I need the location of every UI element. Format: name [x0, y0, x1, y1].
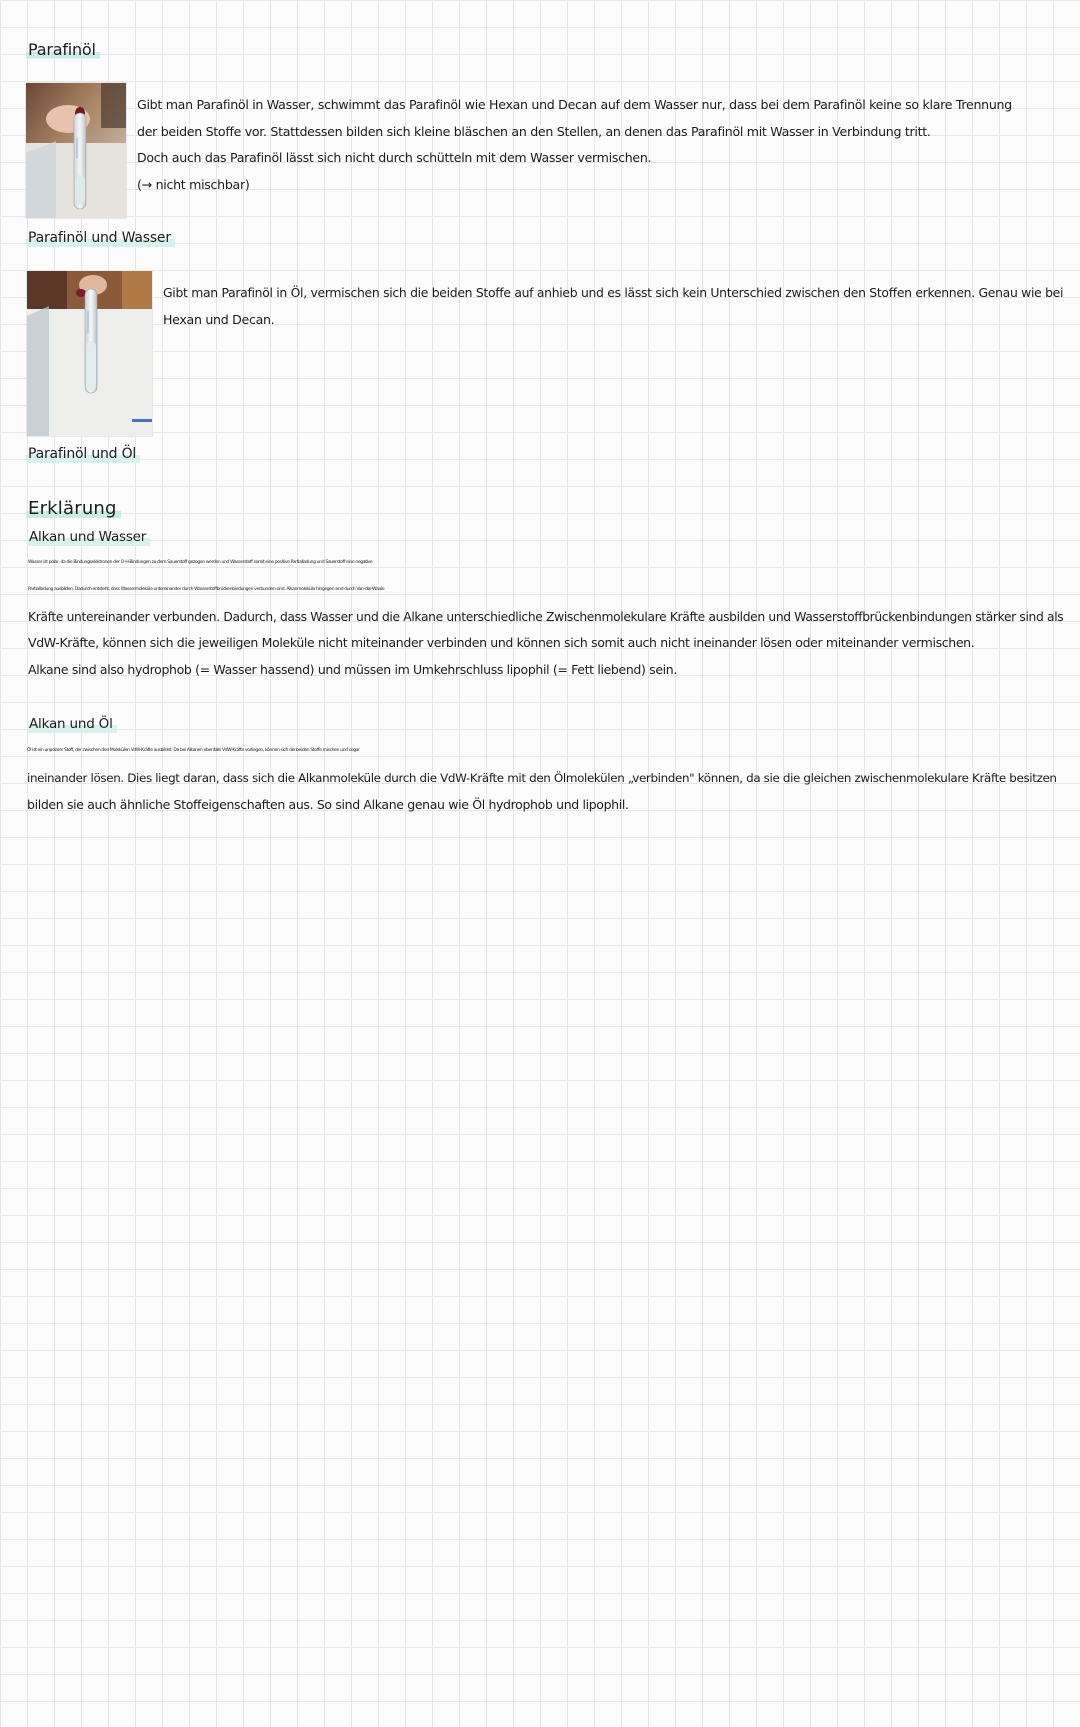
- section-title-parafinoel: Parafinöl: [26, 40, 100, 60]
- paragraph-alkan-wasser: [28, 550, 1063, 684]
- photo-parafinoel-wasser: [25, 82, 127, 219]
- text-line: ineinander lösen. Dies liegt daran, dass sich die Alkanmoleküle durch die VdW-Kräfte mit den Ölmolekülen „verbinden" können, da sie die gleichen zwischenmolekulare Kräfte besitzen: [27, 770, 1057, 785]
- text-line: (→ nicht mischbar): [137, 176, 250, 192]
- paragraph-parafinoel-wasser: [137, 92, 1012, 198]
- test-tube-photo-1: [26, 83, 126, 218]
- caption-parafinoel-oel: Parafinöl und Öl: [26, 444, 140, 464]
- text-line: bilden sie auch ähnliche Stoffeigenschaften aus. So sind Alkane genau wie Öl hydrophob und lipophil.: [27, 796, 629, 812]
- text-line: Alkane sind also hydrophob (= Wasser hassend) und müssen im Umkehrschluss lipophil (= Fett liebend) sein.: [28, 662, 677, 678]
- subtitle-alkan-wasser: Alkan und Wasser: [27, 527, 150, 547]
- text-line: VdW-Kräfte, können sich die jeweiligen Moleküle nicht miteinander verbinden und können sich somit auch nicht ineinander lösen oder miteinander vermischen.: [28, 635, 975, 651]
- text-line: Wasser ist polar, da die Bindungselektronen der O-H-Bindungen zu dem Sauerstoff gezogen werden und Wasserstoff somit eine positive Partialladung und Sauerstoff eine negative: [28, 560, 373, 565]
- text-line: Gibt man Parafinöl in Wasser, schwimmt das Parafinöl wie Hexan und Decan auf dem Wasser nur, dass bei dem Parafinöl keine so klare Trennung: [137, 97, 1012, 112]
- caption-parafinoel-wasser: Parafinöl und Wasser: [26, 228, 175, 248]
- paragraph-parafinoel-oel: [163, 280, 1063, 333]
- text-line: Gibt man Parafinöl in Öl, vermischen sich die beiden Stoffe auf anhieb und es lässt sich kein Unterschied zwischen den Stoffen erkennen. Genau wie bei: [163, 285, 1064, 300]
- text-line: Hexan und Decan.: [163, 311, 275, 327]
- photo-parafinoel-oel: [26, 270, 153, 437]
- text-line: Doch auch das Parafinöl lässt sich nicht durch schütteln mit dem Wasser vermischen.: [137, 150, 652, 165]
- text-line: Öl ist ein unpolarer Stoff, der zwischen den Molekülen VdW-Kräfte ausbildet. Da bei Alkanen ebenfalls VdW-Kräfte vorliegen, können sich die beiden Stoffe mischen und sogar: [27, 748, 360, 753]
- section-title-erklaerung: Erklärung: [26, 498, 121, 520]
- paragraph-alkan-oel: [27, 738, 1057, 818]
- test-tube-photo-2: [27, 271, 152, 436]
- text-line: der beiden Stoffe vor. Stattdessen bilden sich kleine bläschen an den Stellen, an denen das Parafinöl mit Wasser in Verbindung tritt.: [137, 123, 931, 139]
- text-line: Partialladung ausbilden. Dadurch entsteht, dass Wassermoleküle untereinander durch Wasserstoffbrückenbindungen verbunden sind. Alkanmoleküle hingegen sind durch Van-der-Waals-: [28, 586, 385, 592]
- subtitle-alkan-oel: Alkan und Öl: [27, 714, 117, 734]
- text-line: Kräfte untereinander verbunden. Dadurch, dass Wasser und die Alkane unterschiedliche Zwischenmolekulare Kräfte ausbilden und Wasserstoffbrückenbindungen stärker sind als: [28, 609, 1064, 624]
